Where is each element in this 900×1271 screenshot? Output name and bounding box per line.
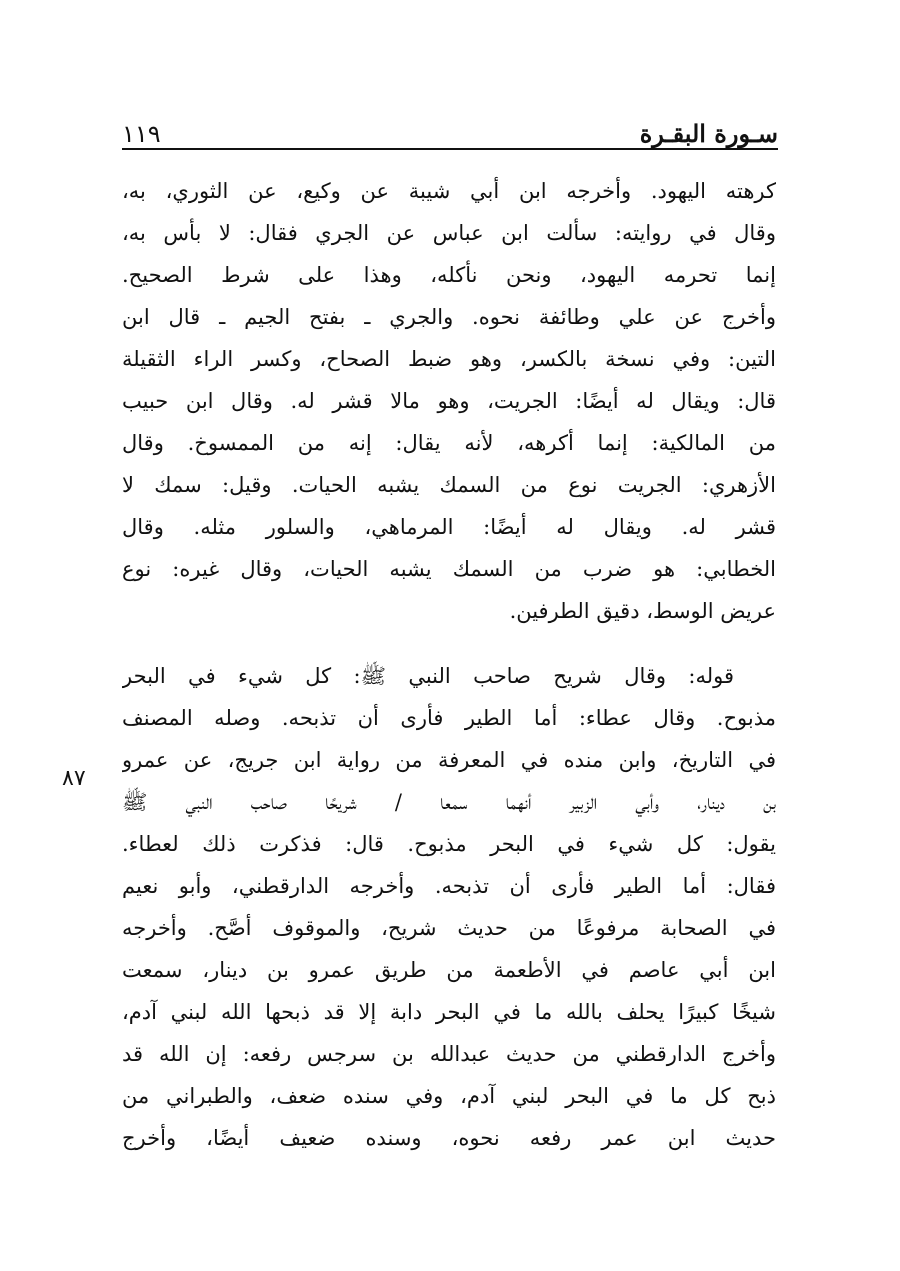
text-line: حديث ابن عمر رفعه نحوه، وسنده ضعيف أيضًا، وأخرج (122, 1126, 776, 1150)
text-line: قشر له. ويقال له أيضًا: المرماهي، والسلور مثله. وقال (122, 515, 776, 539)
page-header (122, 100, 778, 146)
paragraph-1 (122, 170, 776, 632)
text-line: التين: وفي نسخة بالكسر، وهو ضبط الصحاح، وكسر الراء الثقيلة (122, 347, 776, 371)
text-line: وأخرج الدارقطني من حديث عبدالله بن سرجس رفعه: إن الله قد (122, 1042, 776, 1066)
text-line: شيخًا كبيرًا يحلف بالله ما في البحر دابة إلا قد ذبحها الله لبني آدم، (122, 1000, 776, 1024)
paragraph-2 (122, 655, 776, 1159)
text-line: في الصحابة مرفوعًا من حديث شريح، والموقوف أصَّح. وأخرجه (122, 916, 776, 940)
text-line: عريض الوسط، دقيق الطرفين. (509, 599, 776, 623)
text-line: قال: ويقال له أيضًا: الجريت، وهو مالا قشر له. وقال ابن حبيب (122, 389, 776, 413)
page-number: ١١٩ (122, 120, 161, 148)
text-line: وأخرج عن علي وطائفة نحوه. والجري ـ بفتح الجيم ـ قال ابن (122, 305, 776, 329)
text-line: الخطابي: هو ضرب من السمك يشبه الحيات، وقال غيره: نوع (122, 557, 776, 581)
text-line: مذبوح. وقال عطاء: أما الطير فأرى أن تذبحه. وصله المصنف (122, 706, 776, 730)
text-line: كرهته اليهود. وأخرجه ابن أبي شيبة عن وكيع، عن الثوري، به، (122, 179, 776, 203)
text-line: يقول: كل شيء في البحر مذبوح. قال: فذكرت ذلك لعطاء. (122, 832, 776, 856)
margin-note: ٨٧ (62, 766, 86, 791)
text-line: فقال: أما الطير فأرى أن تذبحه. وأخرجه الدارقطني، وأبو نعيم (122, 874, 776, 898)
text-line: من المالكية: إنما أكرهه، لأنه يقال: إنه من الممسوخ. وقال (122, 431, 776, 455)
running-title: سـورة البقـرة (639, 119, 778, 148)
text-line: ابن أبي عاصم في الأطعمة من طريق عمرو بن دينار، سمعت (122, 958, 776, 982)
text-line: وقال في روايته: سألت ابن عباس عن الجري فقال: لا بأس به، (122, 221, 776, 245)
text-line: إنما تحرمه اليهود، ونحن نأكله، وهذا على شرط الصحيح. (122, 263, 776, 287)
text-line: قوله: وقال شريح صاحب النبي ﷺ: كل شيء في البحر (122, 664, 734, 688)
text-line: بن دينار، وأبي الزبير أنهما سمعا / شريحًا صاحب النبي ﷺ (122, 790, 776, 814)
text-line: الأزهري: الجريت نوع من السمك يشبه الحيات. وقيل: سمك لا (122, 473, 776, 497)
header-rule (122, 148, 778, 150)
text-line: في التاريخ، وابن منده في المعرفة من رواية ابن جريج، عن عمرو (122, 748, 776, 772)
text-line: ذبح كل ما في البحر لبني آدم، وفي سنده ضعف، والطبراني من (122, 1084, 776, 1108)
